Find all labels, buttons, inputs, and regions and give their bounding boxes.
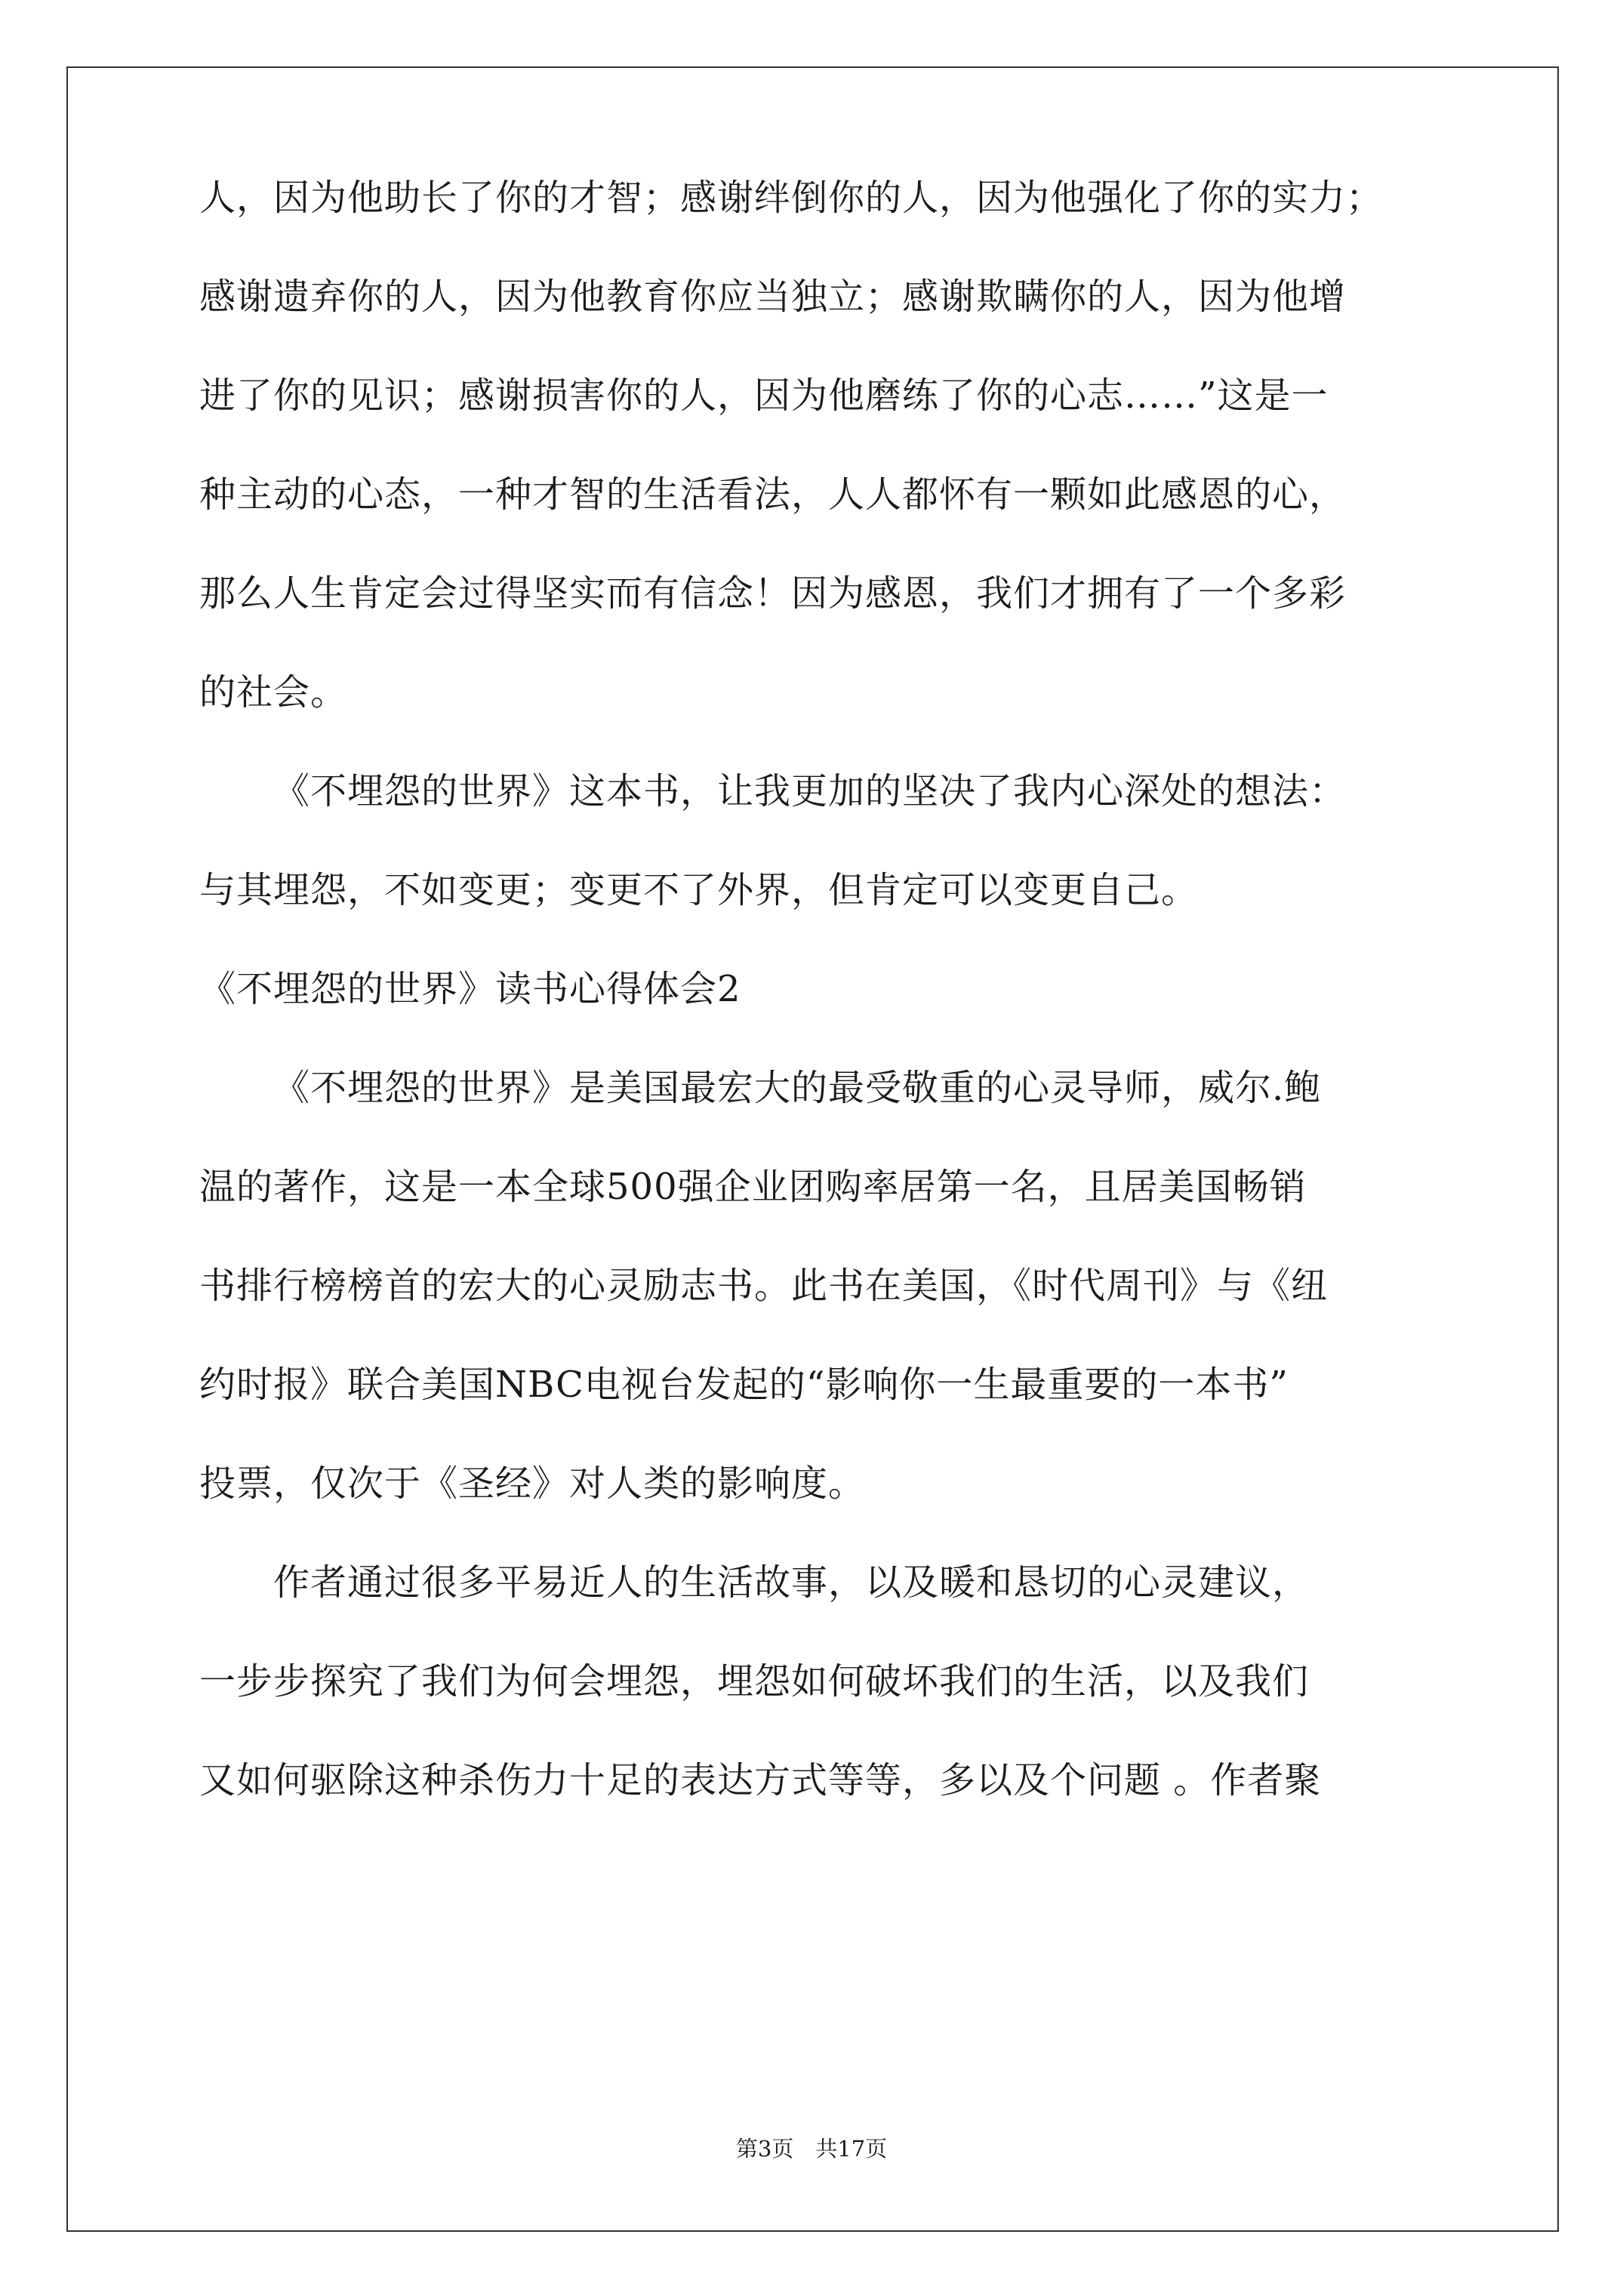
text-line: 一步步探究了我们为何会埋怨，埋怨如何破坏我们的生活，以及我们	[199, 1660, 1310, 1703]
text-line: 书排行榜榜首的宏大的心灵励志书。此书在美国，《时代周刊》与《纽	[199, 1265, 1329, 1307]
text-line: 进了你的见识；感谢损害你的人，因为他磨练了你的心志……”这是一	[199, 374, 1329, 417]
text-line: 那么人生肯定会过得坚实而有信念！因为感恩，我们才拥有了一个多彩	[199, 572, 1347, 615]
text-line: 的社会。	[199, 671, 348, 713]
text-line: 又如何驱除这种杀伤力十足的表达方式等等，多以及个问题 。作者聚	[199, 1759, 1322, 1801]
section-heading: 《不埋怨的世界》读书心得体会2	[199, 968, 741, 1010]
text-line: 人，因为他助长了你的才智；感谢绊倒你的人，因为他强化了你的实力；	[199, 177, 1384, 219]
document-body	[199, 174, 1430, 1855]
text-line: 感谢遗弃你的人，因为他教育你应当独立；感谢欺瞒你的人，因为他增	[199, 276, 1347, 318]
text-line: 投票，仅次于《圣经》对人类的影响度。	[199, 1462, 866, 1505]
text-line: 种主动的心态，一种才智的生活看法，人人都怀有一颗如此感恩的心，	[199, 473, 1347, 516]
text-line: 《不埋怨的世界》是美国最宏大的最受敬重的心灵导师，威尔.鲍	[273, 1067, 1322, 1109]
text-line: 作者通过很多平易近人的生活故事，以及暖和恳切的心灵建议，	[273, 1561, 1310, 1604]
text-line: 与其埋怨，不如变更；变更不了外界，但肯定可以变更自己。	[199, 869, 1199, 911]
text-line: 约时报》联合美国NBC电视台发起的“影响你一生最重要的一本书”	[199, 1364, 1289, 1406]
page-number-footer: 第3页 共17页	[735, 2136, 888, 2162]
text-line: 温的著作，这是一本全球500强企业团购率居第一名，且居美国畅销	[199, 1166, 1307, 1208]
text-line: 《不埋怨的世界》这本书，让我更加的坚决了我内心深处的想法：	[273, 770, 1347, 812]
